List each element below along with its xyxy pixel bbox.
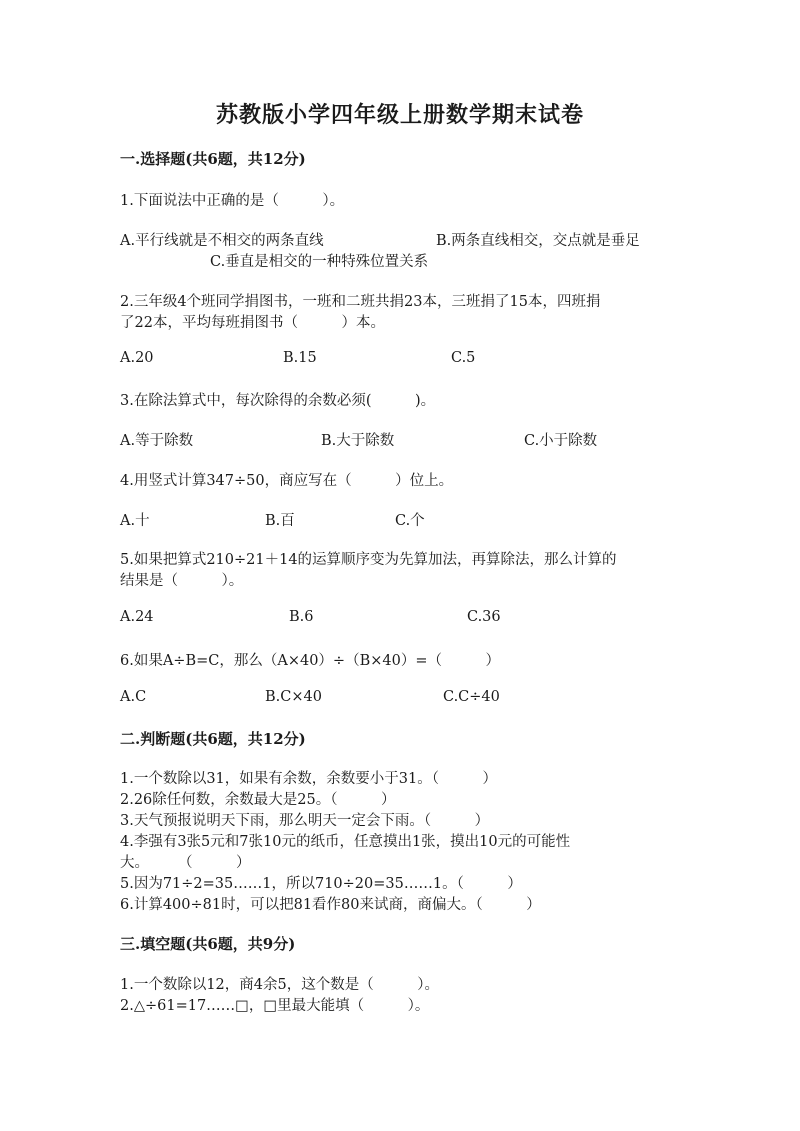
question-4-option-a: A.十 (120, 513, 150, 529)
section-heading-fill-blank: 三.填空题(共6题，共9分) (120, 935, 296, 953)
judgement-item-2: 2.26除任何数，余数最大是25。（ ） (120, 792, 396, 808)
judgement-item-4-line2: 大。 （ ） (120, 855, 251, 871)
question-5-option-c: C.36 (467, 609, 501, 625)
question-5-stem-line1: 5.如果把算式210÷21＋14的运算顺序变为先算加法，再算除法，那么计算的 (120, 552, 617, 568)
question-3-option-b: B.大于除数 (321, 433, 395, 449)
question-4-option-b: B.百 (265, 513, 295, 529)
judgement-item-1: 1.一个数除以31，如果有余数，余数要小于31。（ ） (120, 771, 497, 787)
question-1-option-a: A.平行线就是不相交的两条直线 (120, 233, 324, 249)
question-2-option-b: B.15 (283, 350, 317, 366)
question-2-option-c: C.5 (451, 350, 476, 366)
question-4-option-c: C.个 (395, 513, 425, 529)
page-title: 苏教版小学四年级上册数学期末试卷 (215, 102, 584, 128)
judgement-item-6: 6.计算400÷81时，可以把81看作80来试商，商偏大。（ ） (120, 897, 541, 913)
question-2-stem-line2: 了22本，平均每班捐图书（ ）本。 (120, 315, 385, 331)
judgement-item-3: 3.天气预报说明天下雨，那么明天一定会下雨。（ ） (120, 813, 490, 829)
question-3-option-c: C.小于除数 (524, 433, 598, 449)
question-5-option-a: A.24 (120, 609, 154, 625)
fill-blank-item-1: 1.一个数除以12，商4余5，这个数是（ ）。 (120, 977, 439, 993)
question-6-stem: 6.如果A÷B=C，那么（A×40）÷（B×40）=（ ） (120, 653, 500, 669)
question-2-option-a: A.20 (120, 350, 154, 366)
question-3-option-a: A.等于除数 (120, 433, 194, 449)
judgement-item-5: 5.因为71÷2=35……1，所以710÷20=35……1。（ ） (120, 876, 522, 892)
judgement-item-4-line1: 4.李强有3张5元和7张10元的纸币，任意摸出1张，摸出10元的可能性 (120, 834, 571, 850)
question-6-option-a: A.C (120, 689, 147, 705)
question-3-stem: 3.在除法算式中，每次除得的余数必须( )。 (120, 393, 436, 409)
question-2-stem-line1: 2.三年级4个班同学捐图书，一班和二班共捐23本，三班捐了15本，四班捐 (120, 294, 601, 310)
question-6-option-c: C.C÷40 (443, 689, 500, 705)
question-1-option-b: B.两条直线相交，交点就是垂足 (436, 233, 640, 249)
fill-blank-item-2: 2.△÷61=17……□，□里最大能填（ ）。 (120, 998, 430, 1014)
question-4-stem: 4.用竖式计算347÷50，商应写在（ ）位上。 (120, 473, 454, 489)
question-5-stem-line2: 结果是（ ）。 (120, 573, 244, 589)
section-heading-choice: 一.选择题(共6题，共12分) (120, 150, 306, 168)
question-1-stem: 1.下面说法中正确的是（ ）。 (120, 193, 345, 209)
question-6-option-b: B.C×40 (265, 689, 322, 705)
question-5-option-b: B.6 (289, 609, 314, 625)
question-1-option-c: C.垂直是相交的一种特殊位置关系 (210, 254, 429, 270)
section-heading-judgement: 二.判断题(共6题，共12分) (120, 730, 306, 748)
